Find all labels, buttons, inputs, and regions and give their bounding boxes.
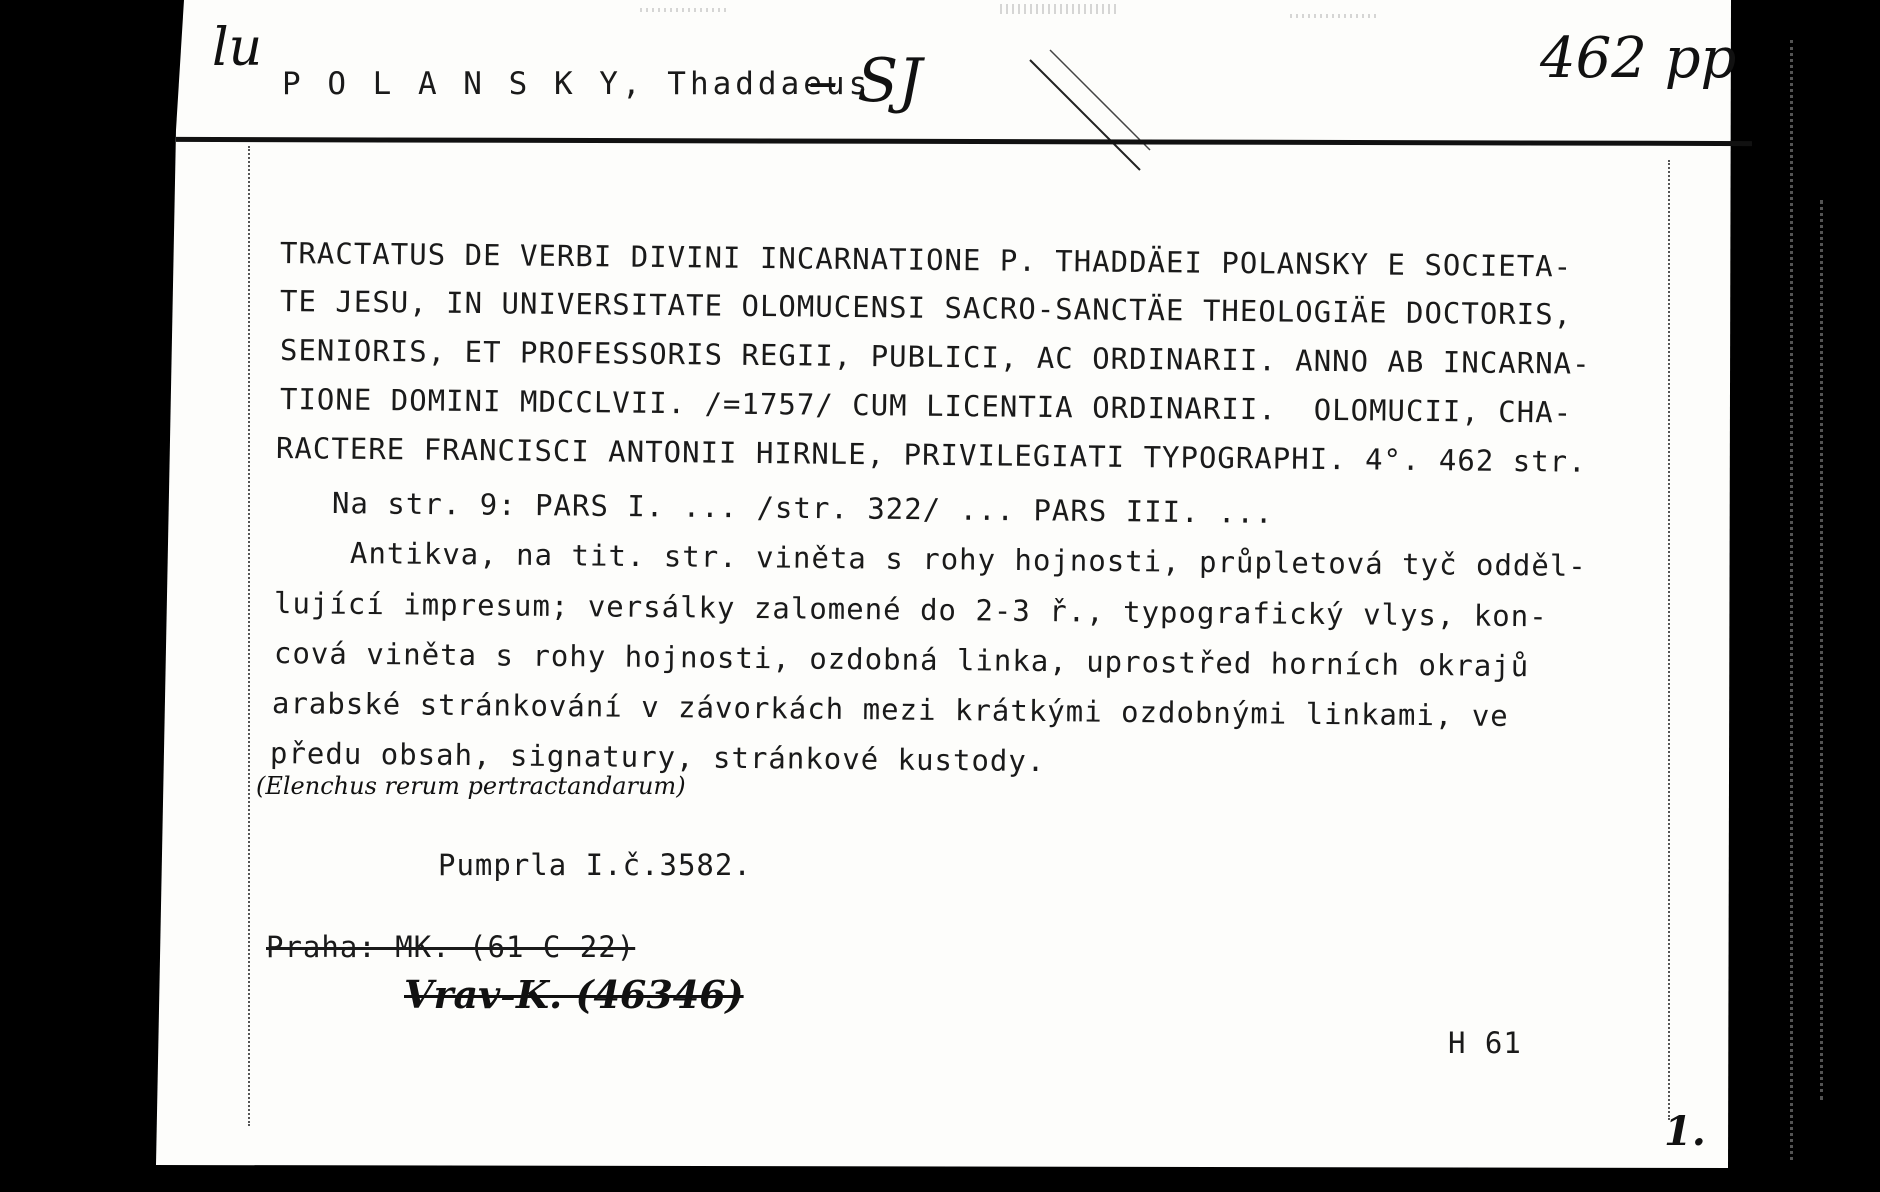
card-margin-line (1668, 160, 1670, 1120)
title-line: SENIORIS, ET PROFESSORIS REGII, PUBLICI, AC ORDINARII. ANNO AB INCARNA- (279, 333, 1591, 381)
scan-edge-artifact (1790, 40, 1793, 1160)
author-name: P O L A N S K Y, Thaddaeus (282, 66, 872, 102)
scan-noise (1290, 14, 1380, 18)
card-number: 1. (1664, 1108, 1706, 1155)
description-line: lující impresum; versálky zalomené do 2-3 ř., typografický vlys, kon- (273, 586, 1548, 634)
title-line: TIONE DOMINI MDCCLVII. /=1757/ CUM LICENTIA ORDINARII. OLOMUCII, CHA- (279, 382, 1573, 430)
shelf-signature: H 61 (1448, 1026, 1522, 1060)
page-count-note: 462 pp (1540, 26, 1737, 91)
parts-line: Na str. 9: PARS I. ... /str. 322/ ... PARS III. ... (331, 486, 1274, 530)
struck-location: Praha: MK. (61 C 22) (266, 930, 636, 964)
catalog-card (156, 0, 1731, 1168)
description-line: Antikva, na tit. str. viněta s rohy hojnosti, průpletová tyč odděl- (349, 536, 1587, 583)
initial-mark: lu (212, 18, 263, 78)
order-mark: – SJ (808, 46, 923, 116)
card-margin-line (248, 146, 250, 1126)
scan-noise (640, 8, 730, 12)
scan-noise (1000, 4, 1120, 14)
description-line: předu obsah, signatury, stránkové kustody. (269, 736, 1046, 779)
title-line: TRACTATUS DE VERBI DIVINI INCARNATIONE P. THADDÄEI POLANSKY E SOCIETA- (279, 236, 1573, 284)
description-line: cová viněta s rohy hojnosti, ozdobná linka, uprostřed horních okrajů (273, 636, 1530, 684)
title-line: RACTERE FRANCISCI ANTONII HIRNLE, PRIVILEGIATI TYPOGRAPHI. 4°. 462 str. (275, 431, 1587, 479)
handwritten-note: (Elenchus rerum pertractandarum) (256, 772, 686, 800)
scan-edge-artifact (1820, 200, 1823, 1100)
bibliographic-reference: Pumprla I.č.3582. (438, 848, 752, 882)
struck-handwritten-location: Vrav-K. (46346) (404, 972, 744, 1017)
description-line: arabské stránkování v závorkách mezi krátkými ozdobnými linkami, ve (271, 686, 1509, 733)
pencil-strokes (1010, 40, 1170, 180)
title-line: TE JESU, IN UNIVERSITATE OLOMUCENSI SACRO-SANCTÄE THEOLOGIÄE DOCTORIS, (279, 284, 1573, 332)
